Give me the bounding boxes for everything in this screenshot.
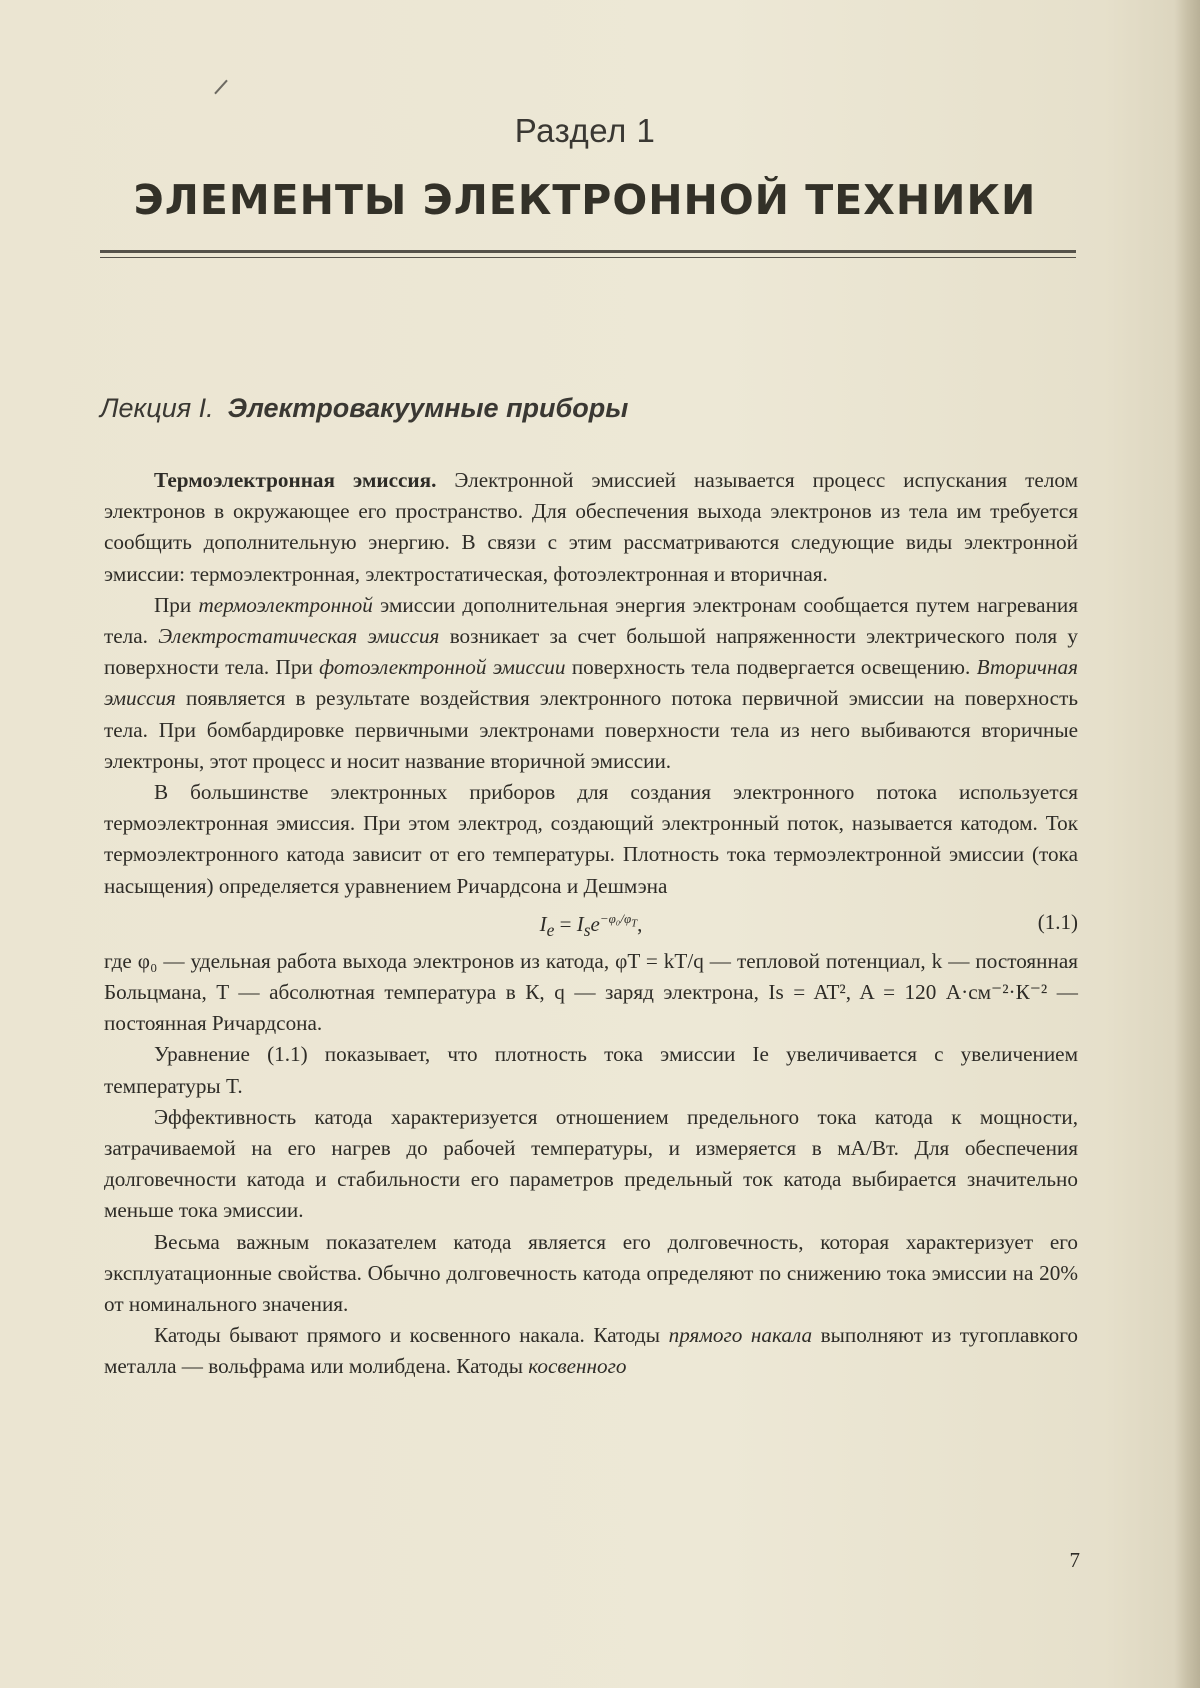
book-spine-shadow — [1174, 0, 1200, 1688]
italic-term: косвенного — [528, 1354, 627, 1379]
formula-subscript: s — [583, 920, 591, 941]
formula-equals: = — [554, 911, 577, 936]
formula-symbol: I — [576, 911, 584, 936]
paragraph-efficiency: Эффективность катода характеризуется отношением предельного тока катода к мощности, затрачиваемой на его нагрев до рабочей температуры, и измеряется в мА/Вт. Для обеспечения долговечности катода и стабильности его параметров предельный ток катода выбирается значительно меньше тока эмиссии. — [104, 1104, 1078, 1223]
paragraph-text: появляется в результате воздействия электронного потока первичной эмиссии на поверхность тела. При бомбардировке первичными электронами поверхности тела из него выбиваются вторичные электроны, этот процесс и носит название вторичной эмиссии. — [104, 686, 1078, 773]
section-title: ЭЛЕМЕНТЫ ЭЛЕКТРОННОЙ ТЕХНИКИ — [133, 176, 1037, 224]
body-text — [104, 465, 1078, 1383]
section-label: Раздел 1 — [514, 112, 656, 149]
formula-exponent — [599, 910, 638, 930]
formula-exponent-text: −φ₀/φ — [599, 910, 632, 926]
italic-term: термоэлектронной — [198, 592, 373, 617]
italic-term: прямого накала — [668, 1323, 813, 1348]
run-in-heading: Термоэлектронная эмиссия. — [154, 468, 437, 492]
formula-subscript: e — [546, 920, 555, 941]
paragraph-text: выполняют из тугоплавкого металла — вольфрама или молибдена. Катоды — [104, 1323, 1078, 1379]
paragraph-thermionic-emission — [104, 465, 1078, 590]
paragraph-cathode: В большинстве электронных приборов для создания электронного потока используется термоэлектронная эмиссия. При этом электрод, создающий электронный поток, называется катодом. Ток термоэлектронного катода зависит от его температуры. Плотность тока термоэлектронной эмиссии (тока насыщения) определяется уравнением Ричардсона и Дешмэна — [104, 780, 1078, 898]
paragraph-durability: Весьма важным показателем катода является его долговечность, которая характеризует его эксплуатационные свойства. Обычно долговечность катода определяют по снижению тока эмиссии на 20% от номинального значения. — [104, 1229, 1078, 1317]
formula-exponent-base: e — [590, 911, 600, 936]
equation-number: (1.1) — [1037, 909, 1078, 934]
lecture-number: Лекция I. — [100, 393, 214, 423]
paragraph-equation-note: Уравнение (1.1) показывает, что плотность тока эмиссии Ie увеличивается с увеличением температуры T. — [104, 1042, 1078, 1098]
title-rule-thin — [100, 257, 1076, 258]
paragraph-text: поверхность тела подвергается освещению. — [565, 655, 977, 680]
pencil-mark — [214, 80, 228, 95]
italic-term: Вторичная эмиссия — [104, 655, 1078, 711]
paragraph-formula-legend: где φ₀ — удельная работа выхода электронов из катода, φT = kT/q — тепловой потенциал, k — постоянная Больцмана, T — абсолютная температура в К, q — заряд электрона, Is = AT², A = 120 А·см⁻²·К⁻² — постоянная Ричардсона. — [104, 948, 1078, 1036]
paragraph-heating-types — [104, 1320, 1078, 1382]
paragraph-text: эмиссии дополнительная энергия электронам сообщается путем нагревания тела. — [104, 592, 1079, 649]
paragraph-text: При — [154, 592, 199, 617]
title-rule-thick — [100, 250, 1076, 253]
page-number: 7 — [1069, 1548, 1080, 1572]
paragraph-text: Электронной эмиссией называется процесс испускания телом электронов в окружающее его пространство. Для обеспечения выхода электронов из тела им требуется сообщить дополнительную энергию. В связи с этим рассматриваются следующие виды электронной эмиссии: термоэлектронная, электростатическая, фотоэлектронная и вторичная. — [104, 468, 1079, 586]
formula-symbol: I — [539, 911, 547, 936]
paragraph-emission-types — [104, 590, 1078, 777]
formula-exponent-subscript: T — [631, 917, 638, 930]
formula-comma: , — [637, 911, 643, 936]
paragraph-text: Катоды бывают прямого и косвенного накала. Катоды — [154, 1323, 669, 1348]
paragraph-text: возникает за счет большой напряженности электрического поля у поверхности тела. При — [104, 624, 1078, 680]
italic-term: Электростатическая эмиссия — [158, 624, 440, 649]
lecture-heading — [100, 393, 628, 424]
italic-term: фотоэлектронной эмиссии — [319, 655, 566, 680]
equation-1-1 — [104, 903, 1078, 941]
lecture-title: Электровакуумные приборы — [227, 393, 629, 423]
